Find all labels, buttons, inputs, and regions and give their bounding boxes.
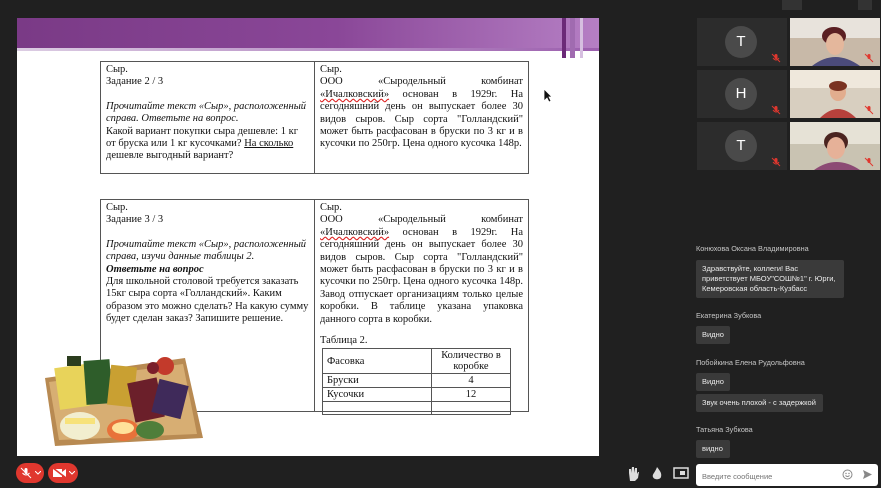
table-header: Фасовка xyxy=(323,349,432,374)
mic-off-icon xyxy=(20,467,32,479)
send-icon[interactable] xyxy=(862,469,873,480)
chat-message-input[interactable] xyxy=(700,467,834,485)
chat-message: видно xyxy=(696,440,730,458)
page-indicator xyxy=(782,0,802,10)
participant-tile[interactable] xyxy=(697,70,787,118)
chat-author: Конюхова Оксана Владимировна xyxy=(696,244,809,253)
chat-message: Видно xyxy=(696,373,730,391)
task-number: Задание 3 / 3 xyxy=(106,214,164,226)
chat-author: Побойкина Елена Рудольфовна xyxy=(696,358,805,367)
text-body: ООО «Сыродельный комбинат «Ичалковский» основан в 1929г. На сегодняшний день он выпускает более 30 видов сыров. Сыр сорта "Голландский" может быть расфасован в бруски по 3 кг и в кусочки по 250гр. Цена одного кусочка 148р. Завод отпускает организациям только целые коробки. В таблице указана упаковка данного сорта в коробки. xyxy=(320,214,523,325)
table-cell: 4 xyxy=(432,374,511,388)
task-text-cell xyxy=(315,62,528,173)
mic-off-icon xyxy=(771,105,781,115)
presentation-slide xyxy=(17,18,599,456)
participant-avatar: Н xyxy=(725,78,757,110)
mic-off-icon xyxy=(771,157,781,167)
camera-off-icon xyxy=(53,468,66,478)
slide-banner-stripe xyxy=(17,48,599,51)
table-header: Количество в коробке xyxy=(432,349,511,374)
banner-accent xyxy=(570,18,575,58)
task-title: Сыр. xyxy=(106,202,128,213)
emoji-icon[interactable] xyxy=(842,469,853,480)
table-cell: Кусочки xyxy=(323,388,432,402)
next-page-button[interactable] xyxy=(858,0,872,10)
task-number: Задание 2 / 3 xyxy=(106,76,164,88)
chat-message: Звук очень плохой - с задержкой xyxy=(696,394,823,412)
mic-off-icon xyxy=(864,53,874,63)
chat-author: Екатерина Зубкова xyxy=(696,311,762,320)
banner-accent xyxy=(562,18,566,58)
chevron-down-icon xyxy=(69,471,75,475)
participant-tile[interactable] xyxy=(697,18,787,66)
cheese-board-image xyxy=(35,338,205,448)
task-question: Какой вариант покупки сыра дешевле: 1 кг от бруска или 1 кг кусочками? На сколько дешевле выгодный вариант? xyxy=(106,125,299,162)
task-instruction: Прочитайте текст «Сыр», расположенный справа. Ответьте на вопрос. xyxy=(106,100,307,125)
table-row xyxy=(323,388,511,402)
mic-toggle-button[interactable] xyxy=(16,463,44,483)
participant-avatar: Т xyxy=(725,130,757,162)
chat-input-box[interactable] xyxy=(696,464,878,486)
mic-off-icon xyxy=(771,53,781,63)
chat-author: Татьяна Зубкова xyxy=(696,425,753,434)
chat-message: Видно xyxy=(696,326,730,344)
table-caption: Таблица 2. xyxy=(320,335,368,347)
task-title: Сыр. xyxy=(106,64,128,75)
task-instruction-2: Ответьте на вопрос xyxy=(106,263,204,275)
table-cell xyxy=(323,402,432,415)
task-instruction: Прочитайте текст «Сыр», расположенный справа, изучи данные таблицы 2. xyxy=(106,238,307,263)
participant-video[interactable] xyxy=(790,18,880,66)
packaging-table xyxy=(322,348,511,415)
mic-off-icon xyxy=(864,157,874,167)
text-title: Сыр. xyxy=(320,64,342,75)
participant-avatar: Т xyxy=(725,26,757,58)
task-question: Для школьной столовой требуется заказать 15кг сыра сорта «Голландский». Каким образом это можно сделать? На какую сумму будет сделан заказ? Запишите решение. xyxy=(106,276,309,325)
mouse-cursor-icon xyxy=(543,88,553,103)
raise-hand-icon[interactable] xyxy=(624,465,642,483)
mic-off-icon xyxy=(864,105,874,115)
table-cell: 12 xyxy=(432,388,511,402)
text-body: ООО «Сыродельный комбинат «Ичалковский» основан в 1929г. На сегодняшний день он выпускает более 30 видов сыров. Сыр сорта "Голландский" может быть расфасован в бруски по 3 кг и в кусочки по 250гр. Цена одного кусочка 148р. xyxy=(320,76,523,150)
table-cell: Бруски xyxy=(323,374,432,388)
text-title: Сыр. xyxy=(320,202,342,213)
table-row xyxy=(323,374,511,388)
table-row xyxy=(323,402,511,415)
task-card-1 xyxy=(100,61,529,174)
reactions-icon[interactable] xyxy=(648,465,666,483)
task-question-cell xyxy=(101,62,315,173)
slide-banner xyxy=(17,18,599,48)
chat-message: Здравствуйте, коллеги! Вас приветствует МБОУ"СОШ№1" г. Юрги, Кемеровская область-Кузбасс xyxy=(696,260,844,298)
participant-video[interactable] xyxy=(790,122,880,170)
banner-accent xyxy=(580,18,583,58)
table-cell xyxy=(432,402,511,415)
screen-share-icon[interactable] xyxy=(672,465,690,483)
chevron-down-icon xyxy=(35,471,41,475)
camera-toggle-button[interactable] xyxy=(48,463,78,483)
task-text-cell xyxy=(315,200,528,411)
participant-tile[interactable] xyxy=(697,122,787,170)
participant-video[interactable] xyxy=(790,70,880,118)
